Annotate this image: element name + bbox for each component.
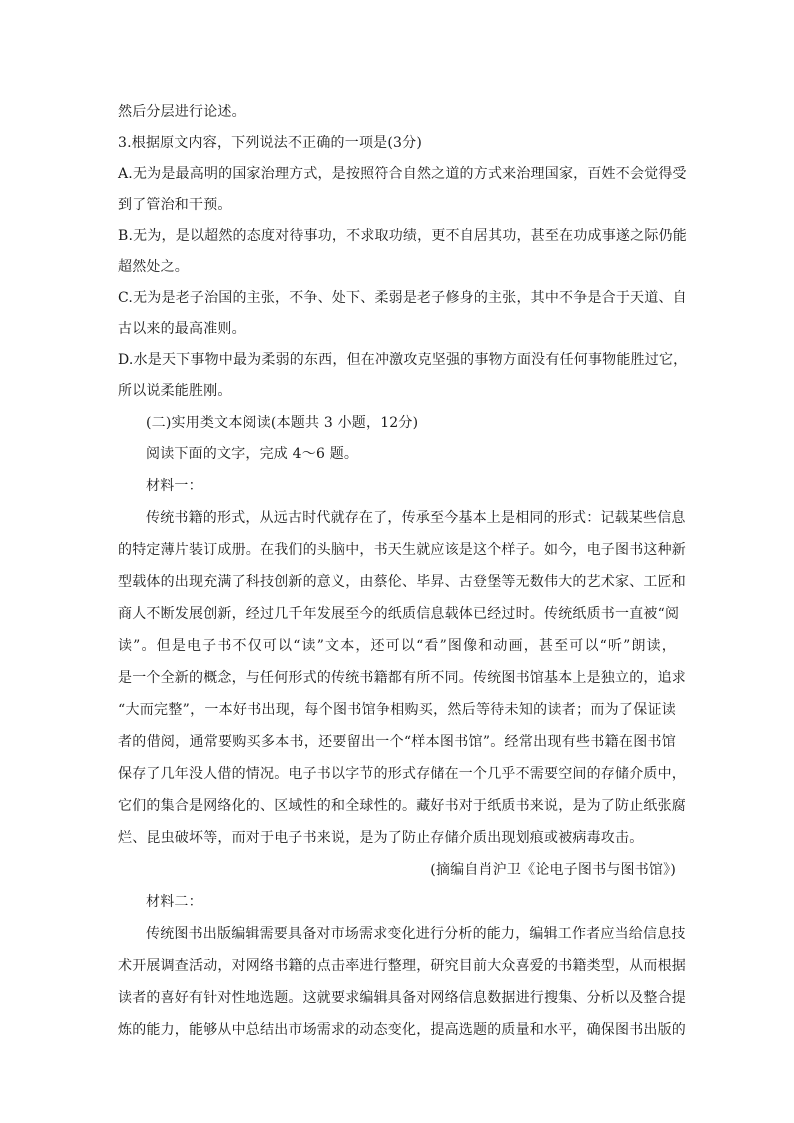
question-3-stem: 3.根据原文内容，下列说法不正确的一项是(3分)	[118, 135, 422, 151]
material-2-line-2: 术开展调查活动，对网络书籍的点击率进行整理，研究目前大众喜爱的书籍类型，从而根据	[118, 958, 686, 974]
material-2-label: 材料二：	[146, 894, 203, 910]
option-c-line-2: 古以来的最高准则。	[118, 321, 246, 337]
option-d-line-1: D.水是天下事物中最为柔弱的东西，但在冲激攻克坚强的事物方面没有任何事物能胜过它，	[118, 352, 688, 368]
material-2-line-1: 传统图书出版编辑需要具备对市场需求变化进行分析的能力，编辑工作者应当给信息技	[146, 926, 686, 942]
material-1-line-3: 型载体的出现充满了科技创新的意义，由蔡伦、毕昇、古登堡等无数伟大的艺术家、工匠和	[118, 574, 686, 590]
reading-instruction: 阅读下面的文字，完成 4～6 题。	[146, 446, 359, 462]
option-c-line-1: C.无为是老子治国的主张，不争、处下、柔弱是老子修身的主张，其中不争是合于天道、自	[118, 290, 687, 306]
material-1-line-1: 传统书籍的形式，从远古时代就存在了，传承至今基本上是相同的形式：记载某些信息	[146, 510, 686, 526]
material-1-line-11: 烂、昆虫破坏等，而对于电子书来说，是为了防止存储介质出现划痕或被病毒攻击。	[118, 830, 644, 846]
option-d-line-2: 所以说柔能胜刚。	[118, 383, 232, 399]
material-1-line-5: 读”。但是电子书不仅可以“读”文本，还可以“看”图像和动画，甚至可以“听”朗读，	[118, 638, 676, 654]
material-1-source: (摘编自肖沪卫《论电子图书与图书馆》)	[430, 862, 676, 878]
material-2-line-4: 炼的能力，能够从中总结出市场需求的动态变化，提高选题的质量和水平，确保图书出版的	[118, 1022, 686, 1038]
section-heading: (二)实用类文本阅读(本题共 3 小题，12分)	[146, 415, 419, 431]
material-1-line-2: 的特定薄片装订成册。在我们的头脑中，书天生就应该是这个样子。如今，电子图书这种新	[118, 542, 686, 558]
material-1-line-6: 是一个全新的概念，与任何形式的传统书籍都有所不同。传统图书馆基本上是独立的，追求	[118, 670, 686, 686]
material-1-line-8: 者的借阅，通常要购买多本书，还要留出一个“样本图书馆”。经常出现有些书籍在图书馆	[118, 734, 676, 750]
document-page	[118, 0, 688, 1123]
material-1-line-7: “大而完整”，一本好书出现，每个图书馆争相购买，然后等待未知的读者；而为了保证读	[118, 702, 676, 718]
material-1-label: 材料一：	[146, 478, 203, 494]
material-2-line-3: 读者的喜好有针对性地选题。这就要求编辑具备对网络信息数据进行搜集、分析以及整合提	[118, 990, 686, 1006]
option-b-line-1: B.无为，是以超然的态度对待事功，不求取功绩，更不自居其功，甚至在功成事遂之际仍能	[118, 228, 687, 244]
material-1-line-4: 商人不断发展创新，经过几千年发展至今的纸质信息载体已经过时。传统纸质书一直被“阅	[118, 606, 680, 622]
option-a-line-2: 到了管治和干预。	[118, 197, 232, 213]
option-b-line-2: 超然处之。	[118, 259, 189, 275]
material-1-line-9: 保存了几年没人借的情况。电子书以字节的形式存储在一个几乎不需要空间的存储介质中，	[118, 766, 686, 782]
option-a-line-1: A.无为是最高明的国家治理方式，是按照符合自然之道的方式来治理国家，百姓不会觉得受	[118, 166, 687, 182]
text-line-1: 然后分层进行论述。	[118, 104, 246, 120]
material-1-line-10: 它们的集合是网络化的、区域性的和全球性的。藏好书对于纸质书来说，是为了防止纸张腐	[118, 798, 686, 814]
